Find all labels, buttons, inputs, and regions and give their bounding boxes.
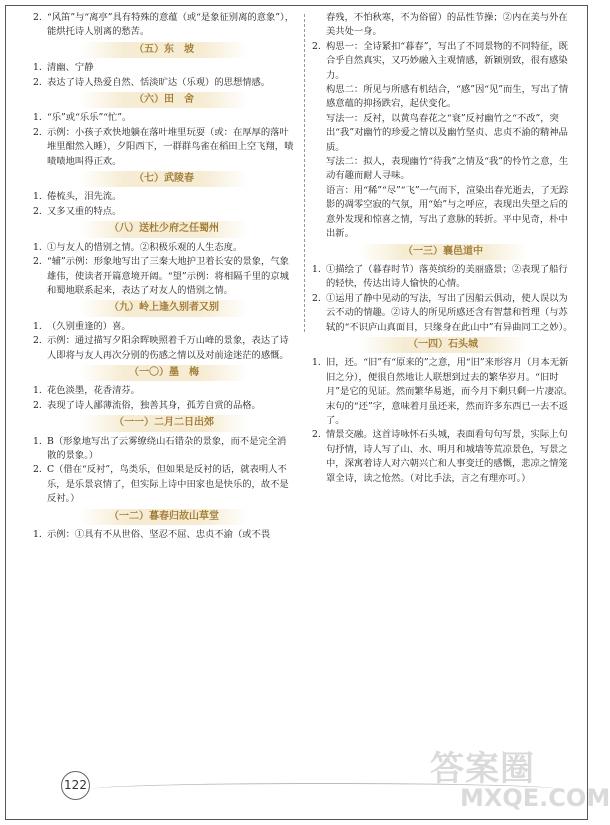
answer-text: 倦梳头，泪先流。: [47, 191, 122, 203]
answer-continuation: 春残，不怕秋寒，不为俗留）的品性节操；②内在美与外在美共处一身。: [326, 12, 568, 38]
column-divider: [304, 14, 305, 332]
answer-number: 2.: [33, 76, 42, 88]
answer-text: “风笛”与“离亭”具有特殊的意蕴（或“是象征别离的意象”），能烘托诗人别离的愁苦。: [47, 12, 294, 38]
answer-item: [33, 205, 295, 219]
answer-item: [312, 292, 574, 335]
answer-continuation: 语言：用“稀”“尽”“飞”一气而下，渲染出春光逝去，了无踪影的凋零空寂的气氛，用“始”与之呼应，表现出失望之后的意外发现和惊喜之情，写出了意脉的转折。平中见奇，朴中出新。: [326, 184, 569, 240]
section-heading: （六）田 舍: [33, 92, 295, 108]
answer-item: [33, 384, 295, 398]
answer-text: （久别重逢的）喜。: [47, 320, 131, 332]
watermark-url: MXQE.COM: [460, 784, 610, 812]
answer-text: 示例：①具有不从世俗、坚忍不屈、忠贞不渝（或不畏: [47, 529, 271, 540]
left-column: [33, 11, 295, 542]
section-heading: （一二）暮春归故山草堂: [33, 509, 295, 525]
answer-item: [33, 76, 295, 90]
answer-number: 1.: [33, 435, 42, 447]
answer-item: [33, 61, 295, 75]
answer-text: “辅”示例：形象地写出了三秦大地护卫着长安的景象，气象雄伟，使读者开篇意境开阔。“望”示例：将相隔千里的京城和蜀地联系起来，表达了对友人的惜别之情。: [47, 256, 289, 296]
answer-number: 2.: [33, 12, 42, 23]
answer-number: 1.: [33, 529, 42, 540]
answer-item: [312, 40, 574, 83]
answer-item: [33, 111, 295, 125]
answer-text: ①与友人的惜别之情。②积极乐观的人生态度。: [47, 241, 243, 253]
answer-number: 2.: [312, 292, 321, 304]
answer-text: 旧，还。“旧”有“原来的”之意，用“旧”来形容月（月本无新旧之分），便很自然地让人联想到过去的繁华岁月。“旧时月”是它的见证。然而繁华易逝，而今月下剩只剩一片凄凉。末句的“还”字，意味着月虽还来，然而许多东西已一去不返了。: [326, 357, 573, 426]
site-watermark: [430, 749, 610, 812]
answer-item: [312, 428, 574, 486]
answer-text: 示例：小孩子欢快地躺在落叶堆里玩耍（或：在厚厚的落叶堆里酣然入睡），夕阳西下，一群群鸟雀在稻田上空飞翔，啧啧啧地叫得正欢。: [47, 126, 294, 167]
answer-continuation: 构思二：所见与所感有机结合，“感”因“见”而生，写出了情感意蕴的抑扬跌宕，起伏变化。: [326, 84, 569, 110]
answer-number: 2.: [33, 335, 42, 347]
answer-text: 花色淡墨，花香清芬。: [47, 385, 140, 397]
answer-item: [33, 435, 295, 464]
answer-number: 2.: [312, 429, 321, 441]
answer-text: 构思一：全诗紧扣“暮春”，写出了不同景物的不同特征，既合乎自然真实，又巧妙融入主观情感，新颖别致，很有感染力。: [326, 40, 568, 81]
answer-item: [33, 11, 295, 40]
answer-number: 2.: [33, 256, 42, 268]
right-column: [312, 11, 574, 486]
answer-number: 1.: [33, 241, 42, 253]
answer-number: 2.: [33, 464, 42, 476]
section-heading: （一三）襄邑道中: [312, 244, 574, 260]
answer-item: [33, 528, 295, 542]
watermark-logo-text: 答案圈: [430, 749, 535, 789]
answer-continuation: 写法二：拟人，表现幽竹“待我”之情及“我”的怜竹之意，生动有趣而耐人寻味。: [326, 156, 569, 182]
section-heading: （五）东 坡: [33, 42, 295, 58]
answer-number: 2.: [33, 126, 42, 138]
answer-text: 示例：通过描写夕阳余晖映照着千万山峰的景象，表达了诗人即将与友人再次分别的伤感之情以及对前途迷茫的感慨。: [47, 335, 289, 361]
section-heading: （九）岭上逢久别者又别: [33, 300, 295, 316]
answer-number: 1.: [33, 191, 42, 203]
answer-item: [33, 241, 295, 255]
section-heading: （七）武陵春: [33, 171, 295, 187]
answer-text: 又多又重的特点。: [47, 205, 122, 217]
section-heading: （八）送杜少府之任蜀州: [33, 221, 295, 237]
answer-text: C（借在“反衬”，鸟类乐，但如果是反衬的话，就表明人不乐，是乐景哀情了，但实际上诗中田家也是快乐的，故不是反衬。）: [47, 464, 289, 505]
answer-number: 2.: [33, 205, 42, 217]
answer-number: 1.: [312, 263, 321, 275]
answer-item: [33, 463, 295, 506]
section-heading: （一四）石头城: [312, 337, 574, 353]
page-number: 122: [61, 771, 90, 800]
answer-item: [33, 255, 295, 298]
answer-text: 清幽、宁静: [47, 62, 94, 74]
answer-number: 2.: [33, 399, 42, 411]
answer-text: 情景交融。这首诗咏怀石头城，表面看句句写景，实际上句句抒情，诗人写了山、水、明月和城墙等荒凉景色，写景之中，深寓着诗人对六朝兴亡和人事变迁的感慨，悲凉之情笼罩全诗，读之怆然。（对比手法，言之有理亦可。）: [326, 429, 568, 484]
answer-continuation: 写法一：反衬，以黄鸟春花之“衰”反衬幽竹之“不改”，突出“我”对幽竹的珍爱之情以及幽竹坚贞、忠贞不渝的精神品质。: [326, 112, 568, 153]
answer-number: 1.: [33, 385, 42, 397]
answer-number: 1.: [33, 62, 42, 74]
answer-item: [33, 399, 295, 413]
answer-text: 表达了诗人热爱自然、恬淡旷达（乐观）的思想情感。: [47, 76, 271, 88]
section-heading: （一〇）墨 梅: [33, 365, 295, 381]
answer-item: [33, 320, 295, 334]
answer-number: 2.: [312, 40, 321, 52]
answer-text: “乐”或“乐乐”“忙”。: [47, 112, 132, 124]
answer-text: B（形象地写出了云雾缭绕山石错杂的景象，而不是完全消散的景象。）: [47, 435, 287, 461]
answer-item: [312, 356, 574, 428]
answer-item: [33, 190, 295, 204]
answer-number: 1.: [33, 112, 42, 124]
answer-number: 1.: [312, 357, 321, 369]
answer-item: [312, 263, 574, 292]
answer-text: ①描绘了（暮春时节）落英缤纷的美丽盛景；②表现了船行的轻快，传达出诗人愉快的心情。: [326, 263, 568, 290]
section-heading: （一一）二月二日出郊: [33, 415, 295, 431]
answer-item: [33, 126, 295, 169]
answer-text: ①运用了静中见动的写法，写出了因船云俱动，使人误以为云不动的情趣。②诗人的所见所感还含有智慧和哲理（与苏轼的“不识庐山真面目，只缘身在此山中”有异曲同工之妙）。: [326, 292, 573, 333]
answer-item: [33, 334, 295, 363]
answer-text: 表现了诗人鄙薄流俗，独善其身，孤芳自赏的品格。: [47, 399, 261, 411]
answer-number: 1.: [33, 320, 42, 332]
